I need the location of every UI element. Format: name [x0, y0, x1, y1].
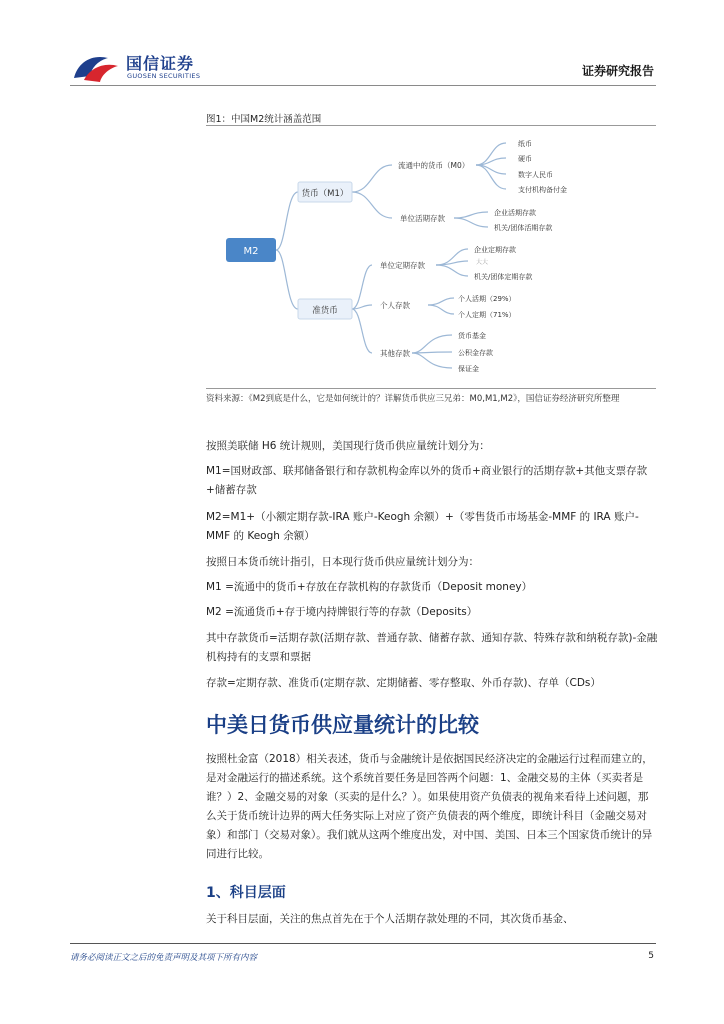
figure-source: 资料来源：《M2到底是什么，它是如何统计的？详解货币供应三兄弟：M0,M1,M2》，国信证券经济研究所整理 [206, 394, 620, 404]
personal-item: 个人活期（29%） [458, 295, 516, 303]
other-item: 公积金存款 [458, 349, 493, 357]
unit-demand-item: 机关/团体活期存款 [494, 224, 553, 232]
m0-item: 纸币 [518, 140, 532, 148]
unit-demand-label: 单位活期存款 [400, 214, 445, 223]
paragraph: M2=M1+（小额定期存款-IRA 账户-Keogh 余额）+（零售货币市场基金-MMF 的 IRA 账户-MMF 的 Keogh 余额） [206, 511, 639, 542]
unit-demand-item: 企业活期存款 [494, 209, 536, 217]
figure-title: 图1：中国M2统计涵盖范围 [206, 114, 322, 125]
other-item: 保证金 [458, 365, 479, 373]
unit-time-label: 单位定期存款 [380, 261, 425, 270]
logo-text-en: GUOSEN SECURITIES [127, 72, 201, 80]
m2-tree-diagram [206, 128, 658, 386]
personal-item: 个人定期（71%） [458, 311, 516, 319]
m1-label: 货币（M1） [301, 189, 349, 199]
section-heading: 中美日货币供应量统计的比较 [206, 713, 479, 737]
figure-bottom-rule [206, 388, 656, 389]
footer-disclaimer: 请务必阅读正文之后的免责声明及其项下所有内容 [70, 953, 258, 963]
paragraph: 按照美联储 H6 统计规则，美国现行货币供应量统计划分为： [206, 440, 490, 452]
page-number: 5 [648, 951, 654, 961]
unit-time-item: 企业定期存款 [474, 246, 516, 254]
subsection-heading: 1、科目层面 [206, 885, 286, 901]
paragraph: 按照日本货币统计指引，日本现行货币供应量统计划分为： [206, 556, 479, 568]
section-paragraph: 按照杜金富（2018）相关表述，货币与金融统计是依据国民经济决定的金融运行过程而建立的，是对金融运行的描述系统。这个系统首要任务是回答两个问题：1、金融交易的主体（买卖者是谁？）2、金融交易的对象（买卖的是什么？）。如果使用资产负债表的视角来看待上述问题，那么关于货币统计边界的两大任务实际上对应了资产负债表的两个维度，即统计科目（金融交易对象）和部门（交易对象）。我们就从这两个维度出发，对中国、美国、日本三个国家货币统计的异同进行比较。 [206, 753, 653, 860]
paragraph: M2 =流通货币+存于境内持牌银行等的存款（Deposits） [206, 606, 478, 618]
paragraph: 存款=定期存款、准货币(定期存款、定期储蓄、零存整取、外币存款)、存单（CDs） [206, 677, 601, 689]
paragraph: 其中存款货币=活期存款(活期存款、普通存款、储蓄存款、通知存款、特殊存款和纳税存款)-金融机构持有的支票和票据 [206, 632, 658, 663]
footer-divider [70, 943, 656, 944]
guosen-logo-icon [70, 48, 122, 84]
paragraph: M1=国财政部、联邦储备银行和存款机构金库以外的货币+商业银行的活期存款+其他支票存款+储蓄存款 [206, 465, 648, 496]
logo-text-cn: 国信证券 [126, 54, 195, 73]
m0-item: 支付机构备付金 [518, 186, 567, 194]
other-item: 货币基金 [458, 332, 486, 340]
m0-item: 数字人民币 [518, 171, 553, 179]
personal-deposit-label: 个人存款 [380, 301, 410, 310]
paragraph: M1 =流通中的货币+存放在存款机构的存款货币（Deposit money） [206, 581, 533, 593]
report-type-label: 证券研究报告 [581, 64, 654, 78]
m0-label: 流通中的货币（M0） [398, 161, 470, 170]
other-deposit-label: 其他存款 [380, 349, 410, 358]
quasi-money-label: 准货币 [312, 306, 338, 316]
header-divider [70, 85, 656, 86]
unit-time-item: 机关/团体定期存款 [474, 273, 533, 281]
figure-top-rule [206, 125, 656, 126]
m2-root-label: M2 [243, 246, 259, 257]
unit-time-item: 大大 [476, 259, 489, 266]
m0-item: 硬币 [518, 155, 532, 163]
subsection-paragraph: 关于科目层面，关注的焦点首先在于个人活期存款处理的不同，其次货币基金、 [206, 913, 574, 925]
